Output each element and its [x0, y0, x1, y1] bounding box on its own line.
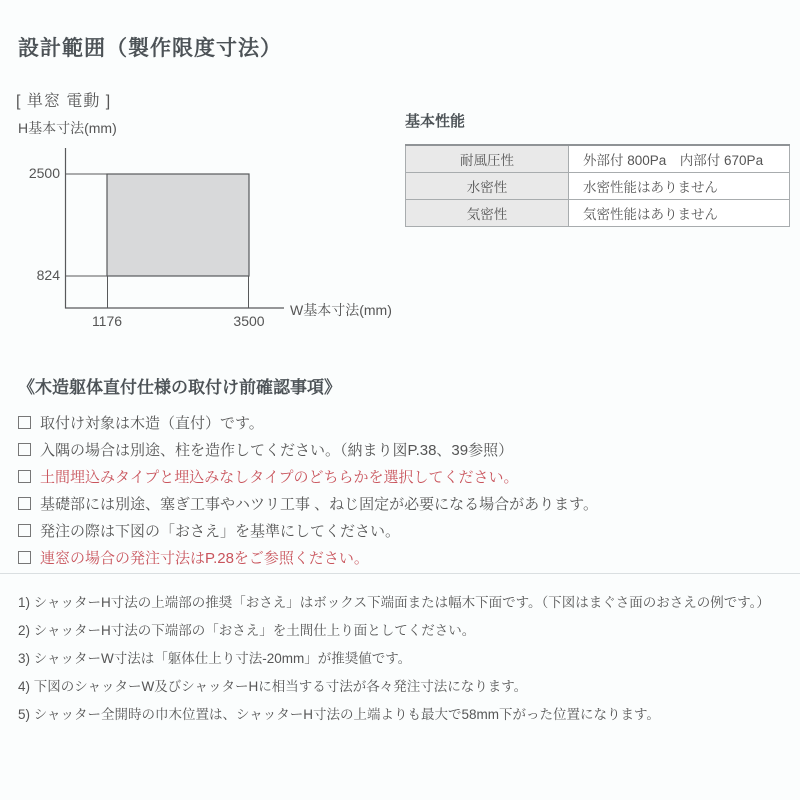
checklist-item-text: 連窓の場合の発注寸法はP.28をご参照ください。 [40, 550, 369, 567]
checklist-item-text: 基礎部には別途、塞ぎ工事やハツリ工事 、ねじ固定が必要になる場合があります。 [40, 496, 598, 513]
checklist-item [18, 544, 598, 571]
note-item: 2) シャッターH寸法の下端部の「おさえ」を土間仕上り面としてください。 [18, 623, 476, 638]
row-label: 水密性 [406, 172, 569, 199]
x-axis-label: W基本寸法(mm) [290, 302, 392, 318]
checkbox-icon[interactable] [18, 524, 31, 537]
checkbox-icon[interactable] [18, 443, 31, 456]
section-divider [0, 573, 800, 574]
y-axis-label: H基本寸法(mm) [18, 120, 117, 136]
range-region [107, 174, 249, 276]
row-value: 外部付 800Pa 内部付 670Pa [569, 145, 790, 172]
checklist-item [18, 517, 598, 544]
y-tick-2500: 2500 [28, 165, 60, 181]
table-row [406, 172, 790, 199]
checklist-item [18, 463, 598, 490]
checklist-item [18, 409, 598, 436]
x-tick-1176: 1176 [91, 313, 123, 329]
checklist-item [18, 490, 598, 517]
checklist-item-text: 土間埋込みタイプと埋込みなしタイプのどちらかを選択してください。 [40, 469, 519, 486]
checklist-item [18, 436, 598, 463]
checkbox-icon[interactable] [18, 470, 31, 483]
variant-label: [ 単窓 電動 ] [16, 93, 112, 110]
checklist-item-text: 入隅の場合は別途、柱を造作してください。（納まり図P.38、39参照） [40, 442, 514, 459]
checklist-item-text: 発注の際は下図の「おさえ」を基準にしてください。 [40, 523, 401, 540]
row-label: 気密性 [406, 199, 569, 226]
note-item: 3) シャッターW寸法は「躯体仕上り寸法-20mm」が推奨値です。 [18, 651, 412, 666]
row-value: 水密性能はありません [569, 172, 790, 199]
checklist-heading: 《木造躯体直付仕様の取付け前確認事項》 [18, 378, 341, 397]
row-value: 気密性能はありません [569, 199, 790, 226]
checkbox-icon[interactable] [18, 416, 31, 429]
checklist-item-text: 取付け対象は木造（直付）です。 [40, 415, 264, 432]
x-tick-3500: 3500 [233, 313, 265, 329]
table-row [406, 145, 790, 172]
performance-heading: 基本性能 [405, 113, 466, 130]
note-item: 5) シャッター全開時の巾木位置は、シャッターH寸法の上端よりも最大で58mm下がった位置になります。 [18, 707, 660, 722]
page-title: 設計範囲（製作限度寸法） [18, 37, 282, 60]
note-item: 1) シャッターH寸法の上端部の推奨「おさえ」はボックス下端面または幅木下面です。（下図はまぐさ面のおさえの例です。） [18, 595, 770, 610]
row-label: 耐風圧性 [406, 145, 569, 172]
note-item: 4) 下図のシャッターW及びシャッターHに相当する寸法が各々発注寸法になります。 [18, 679, 528, 694]
checklist [18, 409, 598, 571]
checkbox-icon[interactable] [18, 551, 31, 564]
checkbox-icon[interactable] [18, 497, 31, 510]
dimension-range-chart [18, 118, 398, 343]
table-row [406, 199, 790, 226]
performance-section [405, 110, 790, 227]
notes-list [18, 589, 793, 729]
y-tick-824: 824 [36, 267, 60, 283]
performance-table [405, 144, 790, 227]
